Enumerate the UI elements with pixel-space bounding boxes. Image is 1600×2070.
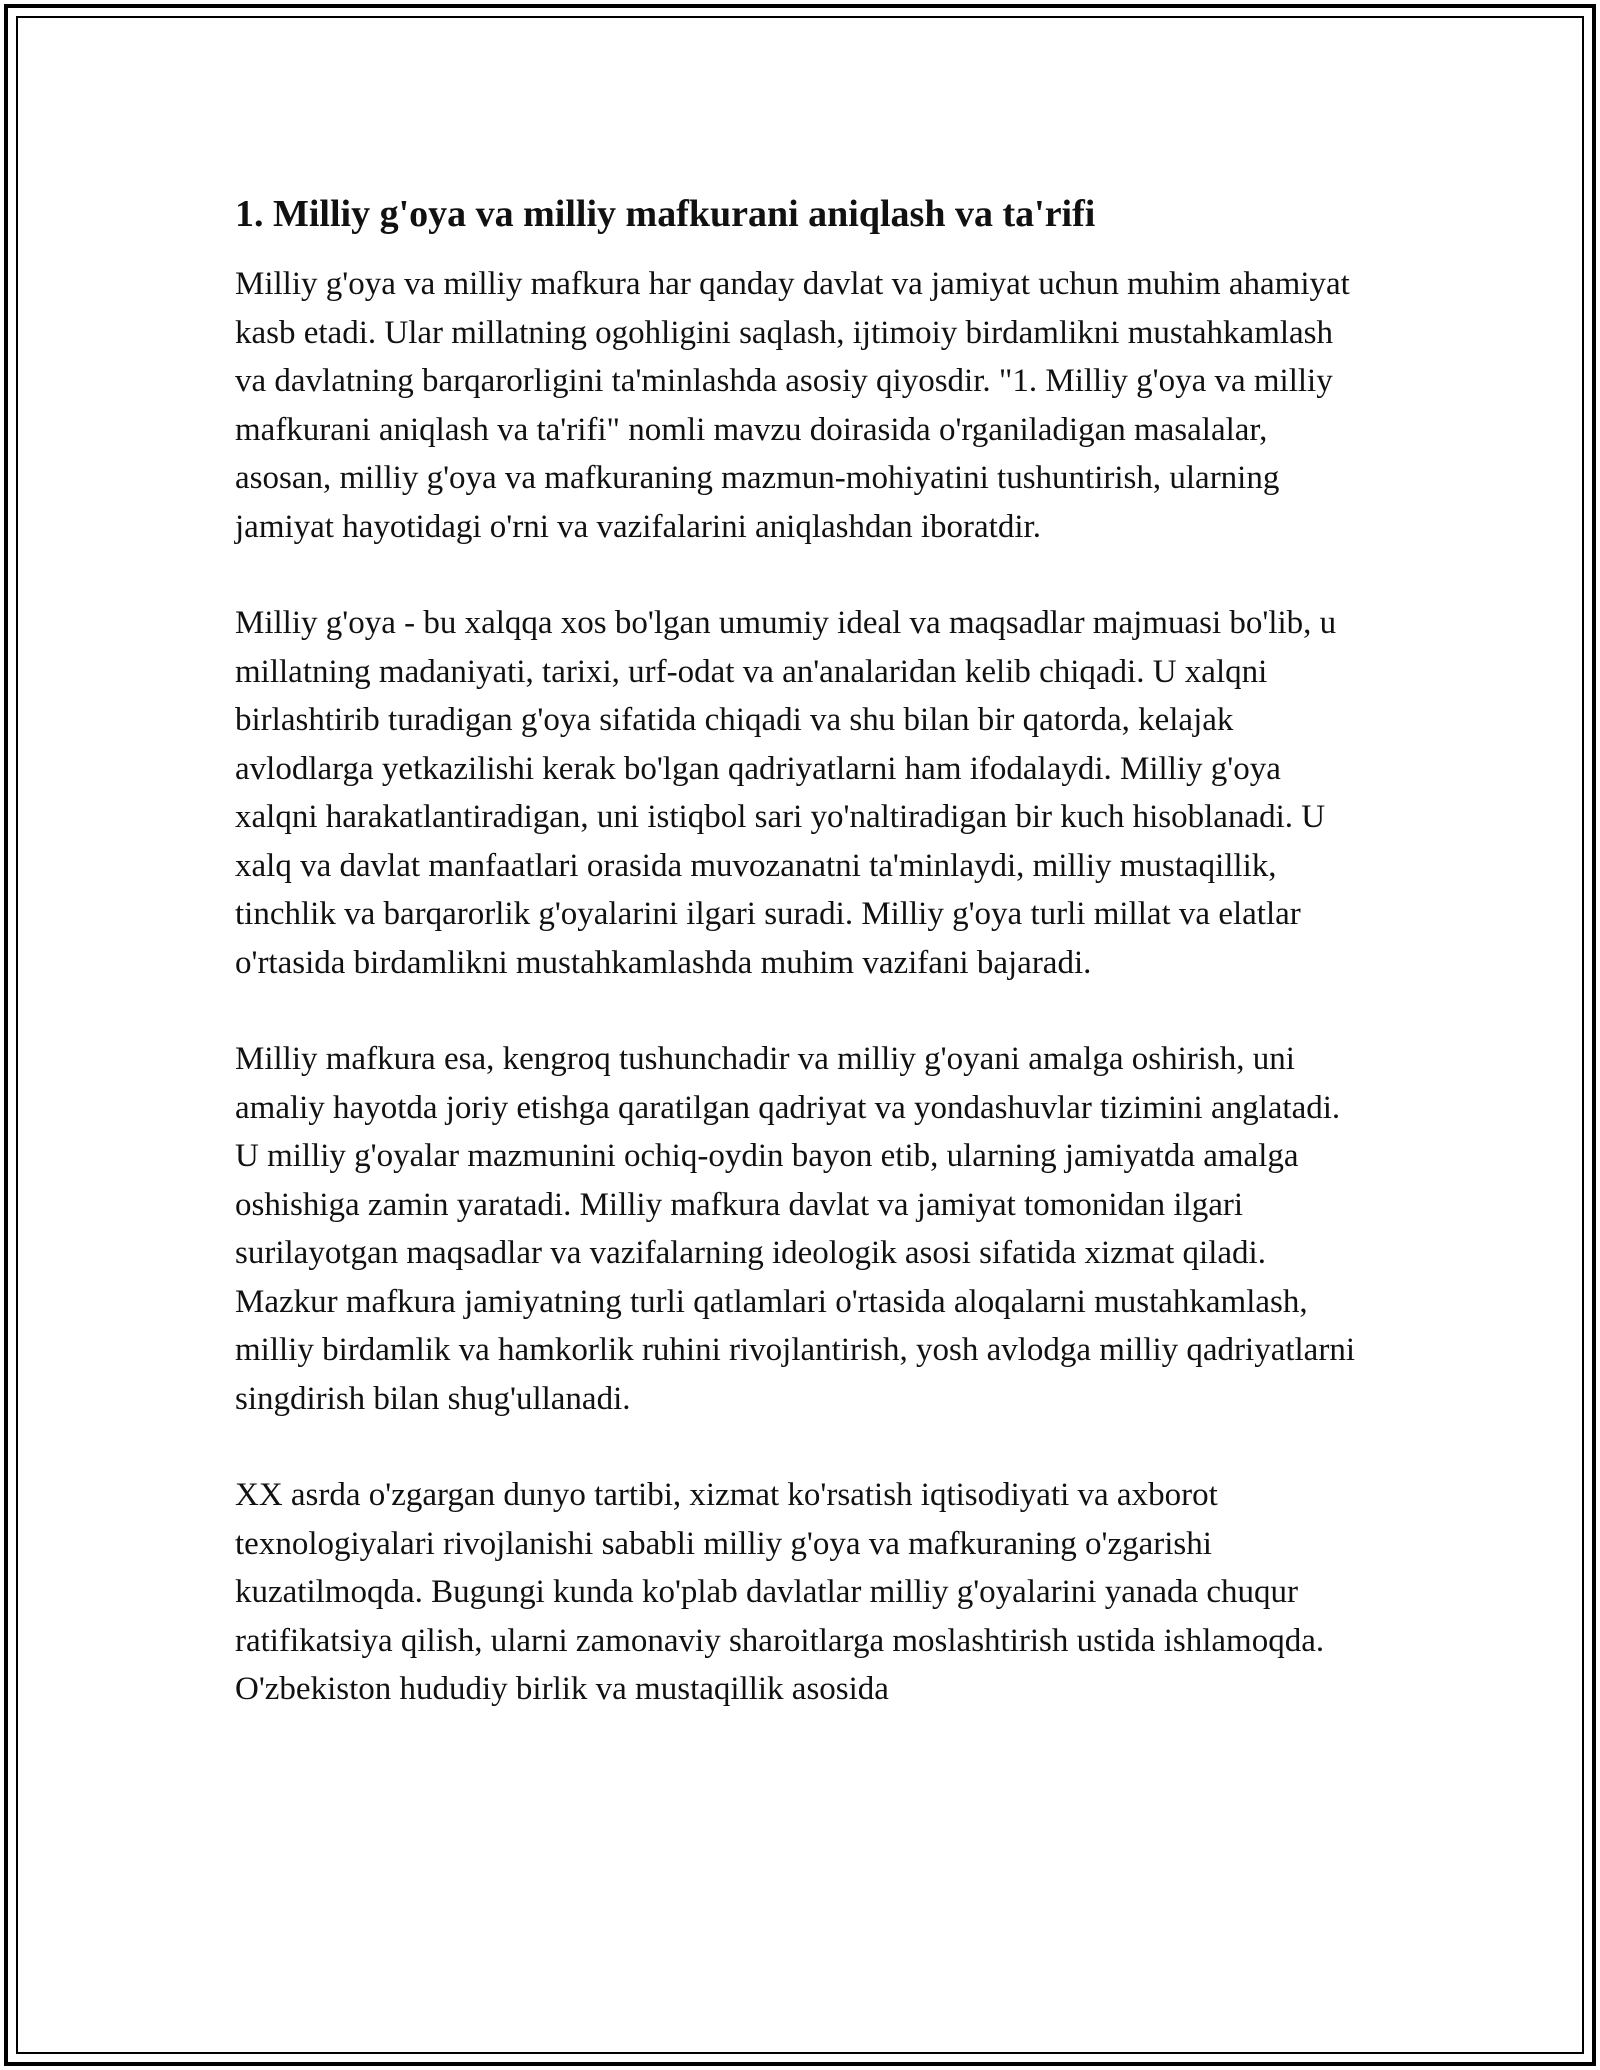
document-body — [235, 190, 1370, 1714]
paragraph-xx-asr: XX asrda o'zgargan dunyo tartibi, xizmat ko'rsatish iqtisodiyati va axborot texnologiyalari rivojlanishi sababli milliy g'oya va mafkuraning o'zgarishi kuzatilmoqda. Bugungi kunda ko'plab davlatlar milliy g'oyalarini yanada chuqur ratifikatsiya qilish, ularni zamonaviy sharoitlarga moslashtirish ustida ishlamoqda. O'zbekiston hududiy birlik va mustaqillik asosida — [235, 1477, 1325, 1707]
paragraph-intro: Milliy g'oya va milliy mafkura har qanday davlat va jamiyat uchun muhim ahamiyat kasb etadi. Ular millatning ogohligini saqlash, ijtimoiy birdamlikni mustahkamlash va davlatning barqarorligini ta'minlashda asosiy qiyosdir. "1. Milliy g'oya va milliy mafkurani aniqlash va ta'rifi" nomli mavzu doirasida o'rganiladigan masalalar, asosan, milliy g'oya va mafkuraning mazmun-mohiyatini tushuntirish, ularning jamiyat hayotidagi o'rni va vazifalarini aniqlashdan iboratdir. — [235, 266, 1350, 545]
paragraph-milliy-goya: Milliy g'oya - bu xalqqa xos bo'lgan umumiy ideal va maqsadlar majmuasi bo'lib, u millatning madaniyati, tarixi, urf-odat va an'analaridan kelib chiqadi. U xalqni birlashtirib turadigan g'oya sifatida chiqadi va shu bilan bir qatorda, kelajak avlodlarga yetkazilishi kerak bo'lgan qadriyatlarni ham ifodalaydi. Milliy g'oya xalqni harakatlantiradigan, uni istiqbol sari yo'naltiradigan bir kuch hisoblanadi. U xalq va davlat manfaatlari orasida muvozanatni ta'minlaydi, milliy mustaqillik, tinchlik va barqarorlik g'oyalarini ilgari suradi. Milliy g'oya turli millat va elatlar o'rtasida birdamlikni mustahkamlashda muhim vazifani bajaradi. — [235, 605, 1337, 981]
section-heading: 1. Milliy g'oya va milliy mafkurani aniqlash va ta'rifi — [235, 193, 1096, 235]
paragraph-milliy-mafkura: Milliy mafkura esa, kengroq tushunchadir va milliy g'oyani amalga oshirish, uni amaliy hayotda joriy etishga qaratilgan qadriyat va yondashuvlar tizimini anglatadi. U milliy g'oyalar mazmunini ochiq-oydin bayon etib, ularning jamiyatda amalga oshishiga zamin yaratadi. Milliy mafkura davlat va jamiyat tomonidan ilgari surilayotgan maqsadlar va vazifalarning ideologik asosi sifatida xizmat qiladi. Mazkur mafkura jamiyatning turli qatlamlari o'rtasida aloqalarni mustahkamlash, milliy birdamlik va hamkorlik ruhini rivojlantirish, yosh avlodga milliy qadriyatlarni singdirish bilan shug'ullanadi. — [235, 1041, 1355, 1417]
